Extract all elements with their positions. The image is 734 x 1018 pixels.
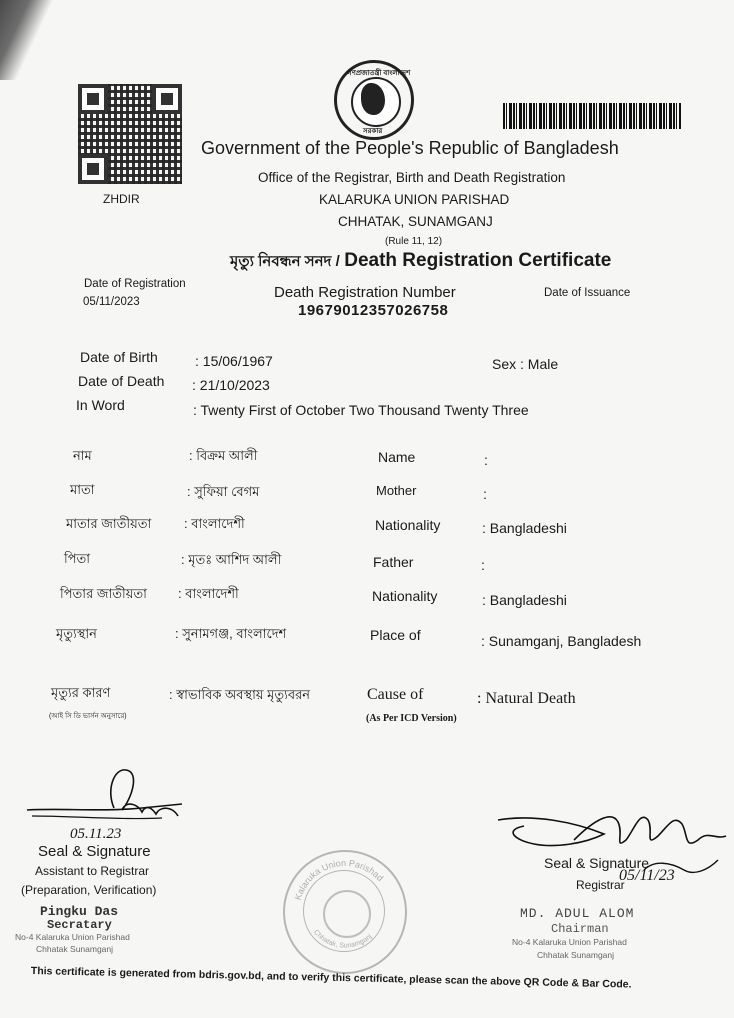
svg-text:Kalaruka Union Parishad — [293, 858, 386, 901]
mother-nationality-en-value: : Bangladeshi — [482, 520, 567, 536]
mother-bn-label: মাতা — [70, 482, 95, 497]
registrar-office-line1: No-4 Kalaruka Union Parishad — [512, 937, 627, 947]
father-nationality-en-label: Nationality — [372, 588, 438, 604]
mother-bn-value: : সুফিয়া বেগম — [187, 484, 260, 499]
place-of-death-bn-value: : সুনামগঞ্জ, বাংলাদেশ — [175, 626, 287, 641]
upazila-name: CHHATAK, SUNAMGANJ — [338, 214, 493, 229]
seal-ring-top: Kalaruka Union Parishad — [292, 857, 386, 902]
certificate-title-en: Death Registration Certificate — [344, 250, 612, 271]
mother-nationality-bn-value: : বাংলাদেশী — [184, 516, 245, 531]
registrar-name: MD. ADUL ALOM — [520, 906, 635, 921]
cause-bn-value: : স্বাভাবিক অবস্থায় মৃত্যুবরন — [169, 687, 311, 702]
assistant-role: Assistant to Registrar — [35, 864, 150, 878]
office-title: Office of the Registrar, Birth and Death Registration — [258, 170, 566, 185]
union-parishad-seal-icon — [283, 850, 407, 974]
assistant-office-line2: Chhatak Sunamganj — [36, 944, 114, 954]
assistant-seal-label: Seal & Signature — [38, 843, 151, 860]
seal-ring-text — [285, 852, 405, 972]
place-of-death-en-value: : Sunamganj, Bangladesh — [481, 633, 642, 649]
registrar-role: Registrar — [576, 878, 625, 892]
rule-reference: (Rule 11, 12) — [385, 236, 443, 247]
qr-finder-icon — [152, 84, 182, 114]
registration-number-label: Death Registration Number — [274, 284, 456, 301]
dod-value: : 21/10/2023 — [192, 377, 270, 393]
cause-bn-label: মৃত্যুর কারণ — [51, 685, 111, 700]
qr-finder-icon — [78, 154, 108, 184]
certificate-title — [230, 250, 611, 275]
emblem-top-text: গণপ্রজাতন্ত্রী বাংলাদেশ — [347, 70, 411, 77]
assistant-handwritten-date: 05.11.23 — [70, 826, 122, 842]
seal-ring-bottom: Chhatak, Sunamganj — [312, 928, 374, 950]
father-en-value: : — [481, 557, 485, 573]
union-name: KALARUKA UNION PARISHAD — [319, 192, 510, 207]
mother-en-value: : — [483, 486, 487, 502]
registration-date-value: 05/11/2023 — [83, 296, 140, 308]
name-bn-value: : বিক্রম আলী — [189, 448, 258, 463]
emblem-bottom-text: সরকার — [363, 128, 383, 135]
registrar-office-line2: Chhatak Sunamganj — [537, 950, 615, 960]
assistant-role-detail: (Preparation, Verification) — [21, 883, 157, 897]
name-bn-label: নাম — [73, 448, 92, 463]
registration-number-value: 19679012357026758 — [298, 302, 449, 319]
father-bn-value: : মৃতঃ আশিদ আলী — [181, 552, 282, 567]
issuance-date-label: Date of Issuance — [544, 287, 631, 299]
father-nationality-en-value: : Bangladeshi — [482, 592, 567, 608]
father-nationality-bn-value: : বাংলাদেশী — [178, 586, 239, 601]
page-fold-shadow — [0, 0, 60, 80]
sex-value: Sex : Male — [492, 356, 559, 372]
in-word-label: In Word — [76, 397, 125, 413]
mother-nationality-en-label: Nationality — [375, 517, 441, 533]
certificate-title-bn: মৃত্যু নিবন্ধন সনদ / — [230, 253, 340, 270]
registrar-title: Chairman — [551, 922, 609, 936]
in-word-value: : Twenty First of October Two Thousand Twenty Three — [193, 402, 529, 418]
verification-footer: This certificate is generated from bdris.gov.bd, and to verify this certificate, please scan the above QR Code & Bar Code. — [30, 965, 632, 991]
cause-en-label: Cause of — [367, 686, 424, 703]
father-nationality-bn-label: পিতার জাতীয়তা — [60, 586, 147, 601]
government-title: Government of the People's Republic of Bangladesh — [201, 138, 619, 158]
qr-code — [78, 84, 182, 184]
government-emblem-icon — [334, 60, 414, 140]
dod-label: Date of Death — [78, 373, 165, 389]
assistant-title: Secratary — [47, 918, 112, 932]
cause-en-sublabel: (As Per ICD Version) — [366, 713, 457, 724]
father-bn-label: পিতা — [64, 551, 91, 566]
place-of-death-en-label: Place of — [370, 627, 421, 643]
assistant-office-line1: No-4 Kalaruka Union Parishad — [15, 932, 130, 942]
barcode — [503, 103, 681, 129]
dob-label: Date of Birth — [80, 349, 158, 365]
qr-caption: ZHDIR — [103, 192, 140, 206]
registrar-seal-label: Seal & Signature — [544, 855, 650, 871]
mother-nationality-bn-label: মাতার জাতীয়তা — [66, 516, 152, 531]
father-en-label: Father — [373, 554, 414, 570]
cause-en-value: : Natural Death — [477, 690, 576, 707]
mother-en-label: Mother — [376, 483, 417, 498]
cause-bn-sublabel: (আই সি ডি ভার্সন অনুসারে) — [49, 713, 127, 720]
qr-finder-icon — [78, 84, 108, 114]
dob-value: : 15/06/1967 — [195, 353, 273, 369]
name-en-value: : — [484, 452, 488, 468]
registrar-handwritten-date: 05/11/23 — [619, 867, 675, 884]
name-en-label: Name — [378, 449, 416, 465]
assistant-name: Pingku Das — [40, 904, 119, 919]
place-of-death-bn-label: মৃত্যুস্থান — [56, 626, 97, 641]
svg-text:Chhatak, Sunamganj — [312, 929, 374, 950]
bangladesh-map-icon — [361, 83, 385, 115]
registration-date-label: Date of Registration — [84, 278, 186, 290]
